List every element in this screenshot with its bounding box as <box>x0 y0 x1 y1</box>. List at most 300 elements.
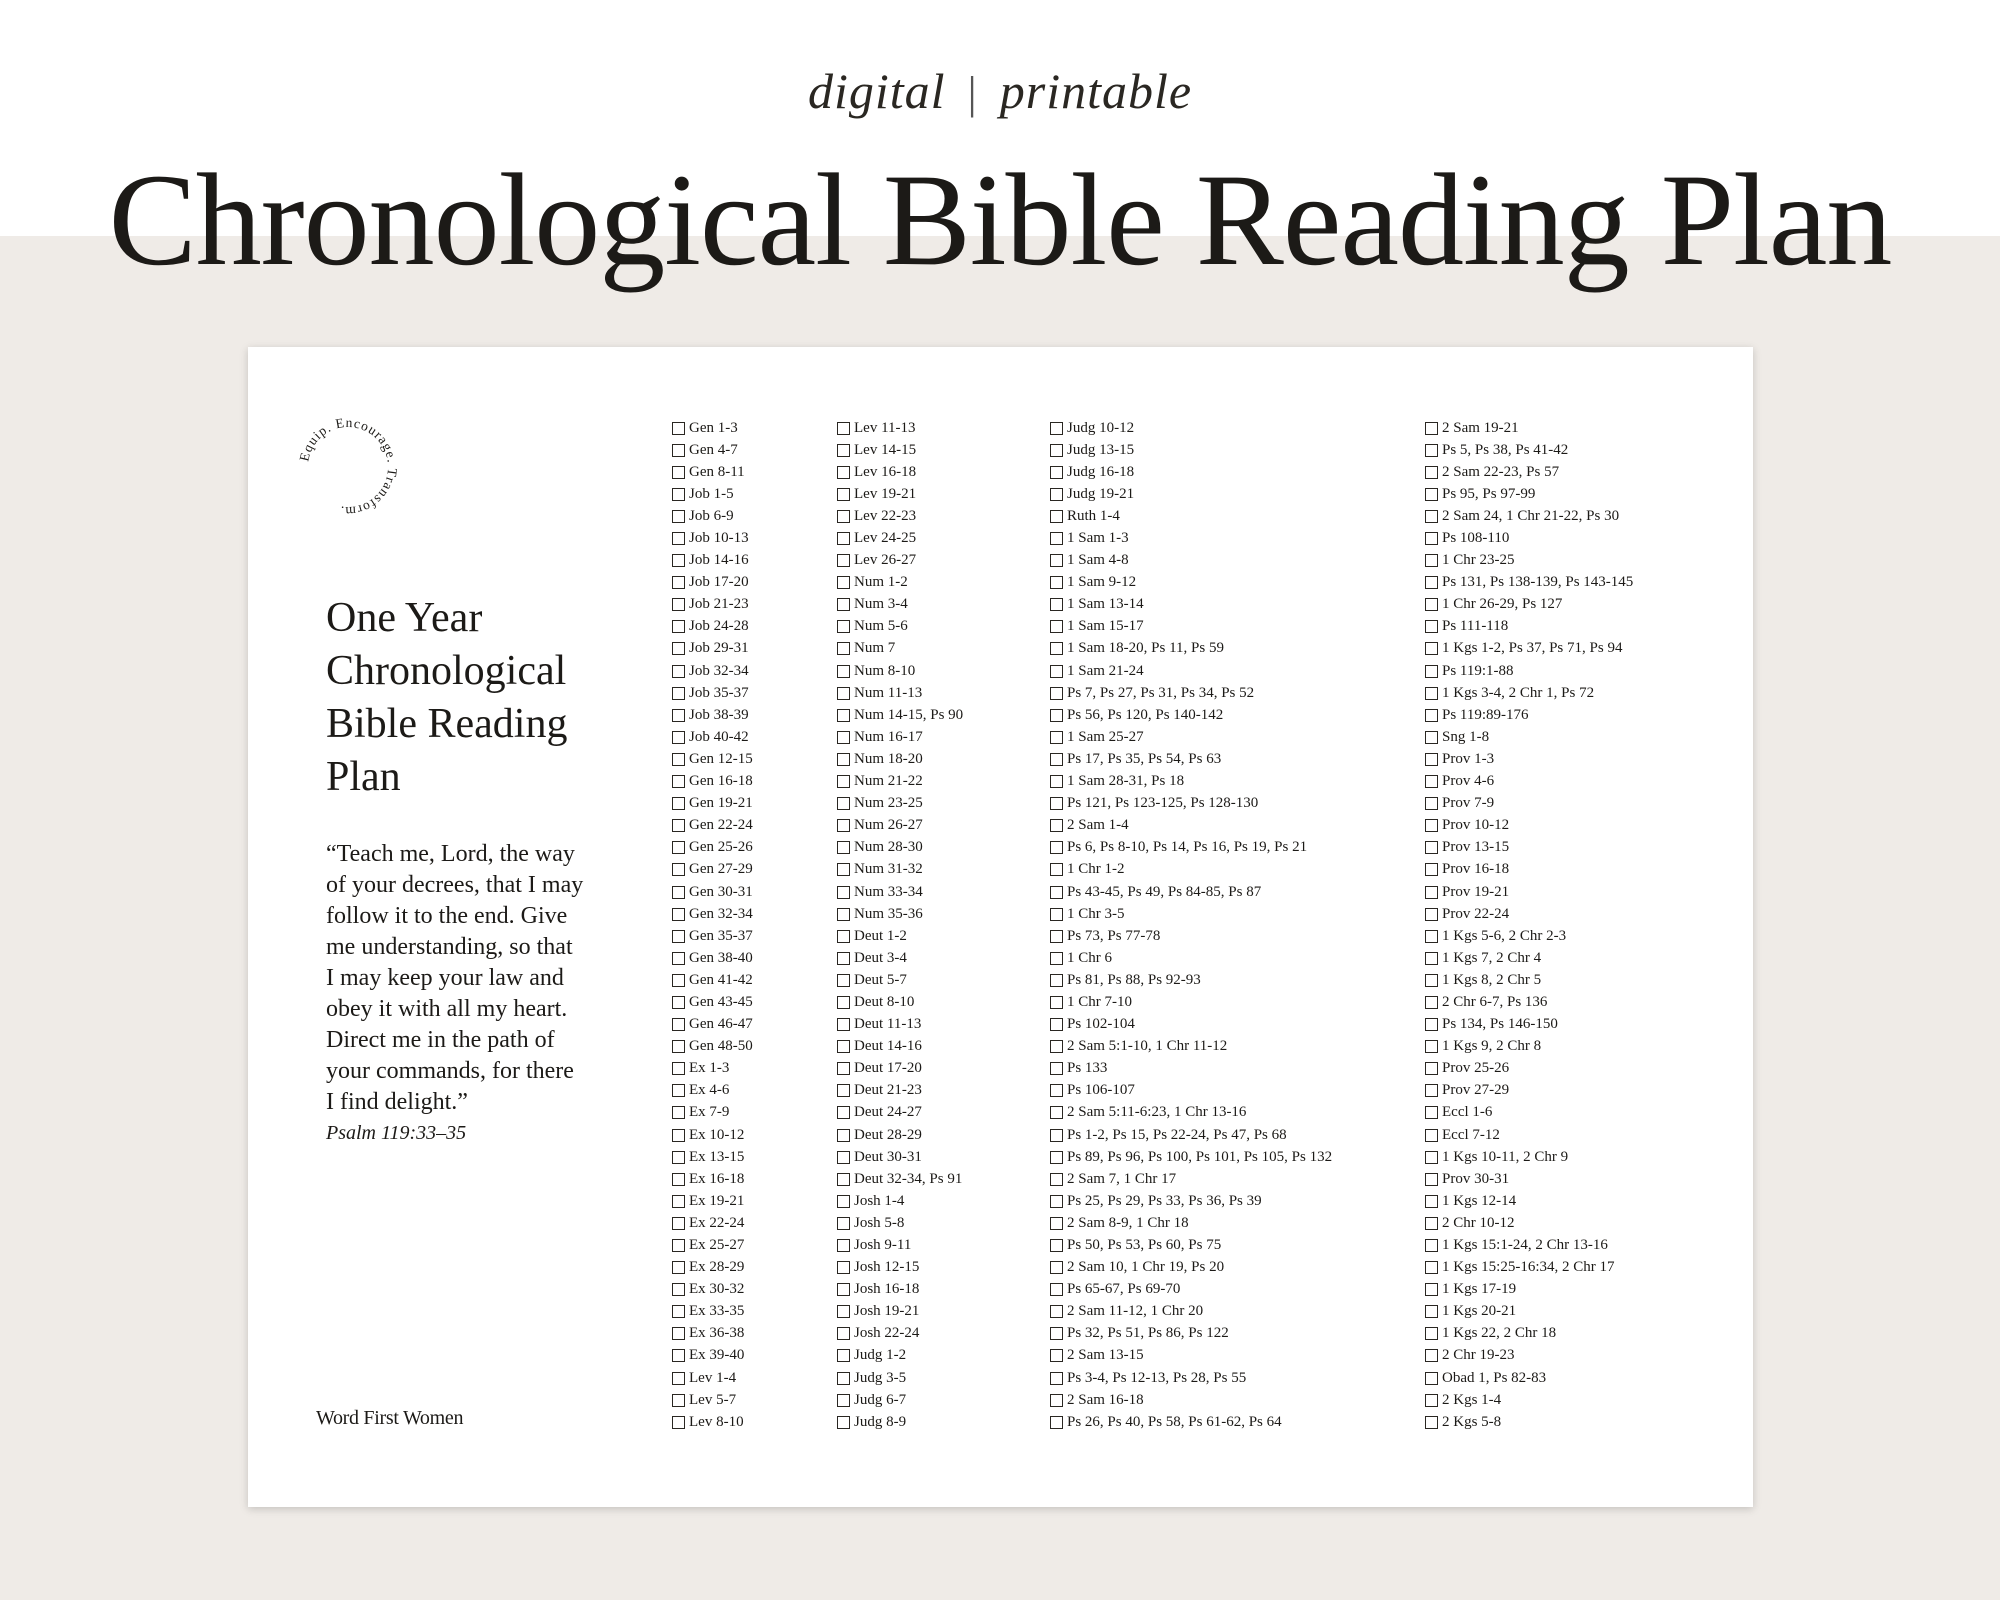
checkbox[interactable] <box>1425 841 1438 854</box>
checkbox[interactable] <box>672 863 685 876</box>
reading-item[interactable] <box>1050 837 1332 859</box>
reading-item[interactable] <box>1050 1389 1332 1411</box>
reading-item[interactable] <box>837 991 963 1013</box>
reading-item[interactable] <box>1050 527 1332 549</box>
checkbox[interactable] <box>672 974 685 987</box>
reading-item[interactable] <box>837 1058 963 1080</box>
reading-item[interactable] <box>837 815 963 837</box>
reading-item[interactable] <box>1425 572 1633 594</box>
reading-item[interactable] <box>837 726 963 748</box>
checkbox[interactable] <box>837 863 850 876</box>
checkbox[interactable] <box>837 886 850 899</box>
checkbox[interactable] <box>672 1305 685 1318</box>
checkbox[interactable] <box>1425 1173 1438 1186</box>
checkbox[interactable] <box>837 1394 850 1407</box>
checkbox[interactable] <box>1050 886 1063 899</box>
checkbox[interactable] <box>1425 1084 1438 1097</box>
checkbox[interactable] <box>1050 1173 1063 1186</box>
reading-item[interactable] <box>1050 1234 1332 1256</box>
checkbox[interactable] <box>672 731 685 744</box>
reading-item[interactable] <box>1050 461 1332 483</box>
reading-item[interactable] <box>672 793 753 815</box>
checkbox[interactable] <box>1050 996 1063 1009</box>
reading-item[interactable] <box>672 527 753 549</box>
reading-item[interactable] <box>1425 726 1633 748</box>
checkbox[interactable] <box>1425 753 1438 766</box>
checkbox[interactable] <box>837 466 850 479</box>
checkbox[interactable] <box>672 532 685 545</box>
checkbox[interactable] <box>837 1018 850 1031</box>
checkbox[interactable] <box>837 930 850 943</box>
reading-item[interactable] <box>1425 594 1633 616</box>
checkbox[interactable] <box>1050 974 1063 987</box>
reading-item[interactable] <box>1425 881 1633 903</box>
checkbox[interactable] <box>837 1129 850 1142</box>
checkbox[interactable] <box>837 731 850 744</box>
reading-item[interactable] <box>837 1190 963 1212</box>
checkbox[interactable] <box>1425 1349 1438 1362</box>
reading-item[interactable] <box>1050 969 1332 991</box>
checkbox[interactable] <box>672 1195 685 1208</box>
checkbox[interactable] <box>1050 1261 1063 1274</box>
checkbox[interactable] <box>1425 886 1438 899</box>
checkbox[interactable] <box>1425 598 1438 611</box>
checkbox[interactable] <box>1050 1283 1063 1296</box>
checkbox[interactable] <box>837 753 850 766</box>
checkbox[interactable] <box>672 1062 685 1075</box>
reading-item[interactable] <box>837 660 963 682</box>
reading-item[interactable] <box>672 660 753 682</box>
checkbox[interactable] <box>837 1305 850 1318</box>
checkbox[interactable] <box>672 1217 685 1230</box>
reading-item[interactable] <box>1425 638 1633 660</box>
reading-item[interactable] <box>1050 1168 1332 1190</box>
reading-item[interactable] <box>1425 815 1633 837</box>
checkbox[interactable] <box>837 488 850 501</box>
reading-item[interactable] <box>672 837 753 859</box>
checkbox[interactable] <box>1425 532 1438 545</box>
reading-item[interactable] <box>1425 1190 1633 1212</box>
checkbox[interactable] <box>1050 1349 1063 1362</box>
reading-item[interactable] <box>837 616 963 638</box>
checkbox[interactable] <box>837 1195 850 1208</box>
checkbox[interactable] <box>1425 1129 1438 1142</box>
reading-item[interactable] <box>1425 616 1633 638</box>
reading-item[interactable] <box>672 1080 753 1102</box>
checkbox[interactable] <box>672 620 685 633</box>
reading-item[interactable] <box>672 638 753 660</box>
checkbox[interactable] <box>1050 1416 1063 1429</box>
checkbox[interactable] <box>1425 863 1438 876</box>
reading-item[interactable] <box>1050 1102 1332 1124</box>
reading-item[interactable] <box>837 1234 963 1256</box>
checkbox[interactable] <box>1425 422 1438 435</box>
reading-item[interactable] <box>1050 1257 1332 1279</box>
reading-item[interactable] <box>837 527 963 549</box>
reading-item[interactable] <box>1050 1014 1332 1036</box>
checkbox[interactable] <box>672 930 685 943</box>
checkbox[interactable] <box>672 797 685 810</box>
checkbox[interactable] <box>837 1239 850 1252</box>
checkbox[interactable] <box>1425 488 1438 501</box>
checkbox[interactable] <box>837 775 850 788</box>
reading-item[interactable] <box>837 1036 963 1058</box>
checkbox[interactable] <box>837 1062 850 1075</box>
checkbox[interactable] <box>1425 687 1438 700</box>
reading-item[interactable] <box>1050 991 1332 1013</box>
reading-item[interactable] <box>837 1345 963 1367</box>
reading-item[interactable] <box>672 859 753 881</box>
checkbox[interactable] <box>672 1084 685 1097</box>
checkbox[interactable] <box>837 1349 850 1362</box>
reading-item[interactable] <box>1425 837 1633 859</box>
reading-item[interactable] <box>672 550 753 572</box>
reading-item[interactable] <box>837 947 963 969</box>
checkbox[interactable] <box>1050 1062 1063 1075</box>
reading-item[interactable] <box>672 616 753 638</box>
reading-item[interactable] <box>1425 1102 1633 1124</box>
reading-item[interactable] <box>837 771 963 793</box>
checkbox[interactable] <box>1050 1239 1063 1252</box>
checkbox[interactable] <box>672 952 685 965</box>
checkbox[interactable] <box>1050 422 1063 435</box>
checkbox[interactable] <box>837 797 850 810</box>
reading-item[interactable] <box>1050 1146 1332 1168</box>
reading-item[interactable] <box>837 439 963 461</box>
checkbox[interactable] <box>672 775 685 788</box>
checkbox[interactable] <box>672 819 685 832</box>
checkbox[interactable] <box>1425 510 1438 523</box>
checkbox[interactable] <box>1425 996 1438 1009</box>
checkbox[interactable] <box>1050 841 1063 854</box>
checkbox[interactable] <box>837 532 850 545</box>
reading-item[interactable] <box>1050 1124 1332 1146</box>
reading-item[interactable] <box>1425 969 1633 991</box>
checkbox[interactable] <box>1425 1261 1438 1274</box>
checkbox[interactable] <box>837 1151 850 1164</box>
checkbox[interactable] <box>672 1327 685 1340</box>
reading-item[interactable] <box>672 1301 753 1323</box>
checkbox[interactable] <box>1425 1372 1438 1385</box>
checkbox[interactable] <box>1050 665 1063 678</box>
reading-item[interactable] <box>1425 1389 1633 1411</box>
reading-item[interactable] <box>837 1323 963 1345</box>
reading-item[interactable] <box>1050 1411 1332 1433</box>
reading-item[interactable] <box>1050 704 1332 726</box>
reading-item[interactable] <box>837 1301 963 1323</box>
checkbox[interactable] <box>1425 1151 1438 1164</box>
checkbox[interactable] <box>1050 598 1063 611</box>
reading-item[interactable] <box>837 859 963 881</box>
reading-item[interactable] <box>1425 903 1633 925</box>
reading-item[interactable] <box>672 771 753 793</box>
checkbox[interactable] <box>672 422 685 435</box>
reading-item[interactable] <box>1425 417 1633 439</box>
checkbox[interactable] <box>837 1416 850 1429</box>
checkbox[interactable] <box>1425 819 1438 832</box>
reading-item[interactable] <box>1050 572 1332 594</box>
checkbox[interactable] <box>837 665 850 678</box>
reading-item[interactable] <box>1050 947 1332 969</box>
reading-item[interactable] <box>1425 1345 1633 1367</box>
reading-item[interactable] <box>672 947 753 969</box>
reading-item[interactable] <box>1050 1345 1332 1367</box>
reading-item[interactable] <box>1425 1411 1633 1433</box>
checkbox[interactable] <box>672 1018 685 1031</box>
checkbox[interactable] <box>1425 952 1438 965</box>
reading-item[interactable] <box>837 638 963 660</box>
reading-item[interactable] <box>1425 527 1633 549</box>
checkbox[interactable] <box>1050 687 1063 700</box>
reading-item[interactable] <box>1050 1058 1332 1080</box>
reading-item[interactable] <box>1050 1279 1332 1301</box>
reading-item[interactable] <box>672 1014 753 1036</box>
checkbox[interactable] <box>1425 1394 1438 1407</box>
reading-item[interactable] <box>837 1212 963 1234</box>
checkbox[interactable] <box>1425 709 1438 722</box>
reading-item[interactable] <box>1425 771 1633 793</box>
reading-item[interactable] <box>837 1389 963 1411</box>
checkbox[interactable] <box>672 1416 685 1429</box>
reading-item[interactable] <box>837 505 963 527</box>
reading-item[interactable] <box>837 1411 963 1433</box>
checkbox[interactable] <box>1425 1195 1438 1208</box>
reading-item[interactable] <box>672 881 753 903</box>
checkbox[interactable] <box>672 1173 685 1186</box>
checkbox[interactable] <box>672 709 685 722</box>
reading-item[interactable] <box>1425 682 1633 704</box>
reading-item[interactable] <box>672 1146 753 1168</box>
reading-item[interactable] <box>1425 1257 1633 1279</box>
reading-item[interactable] <box>1425 1014 1633 1036</box>
reading-item[interactable] <box>1425 1367 1633 1389</box>
reading-item[interactable] <box>837 793 963 815</box>
checkbox[interactable] <box>672 996 685 1009</box>
reading-item[interactable] <box>672 925 753 947</box>
checkbox[interactable] <box>1050 510 1063 523</box>
checkbox[interactable] <box>1425 466 1438 479</box>
checkbox[interactable] <box>837 996 850 1009</box>
reading-item[interactable] <box>1050 1080 1332 1102</box>
reading-item[interactable] <box>1050 483 1332 505</box>
reading-item[interactable] <box>672 461 753 483</box>
checkbox[interactable] <box>1050 532 1063 545</box>
checkbox[interactable] <box>837 642 850 655</box>
reading-item[interactable] <box>837 682 963 704</box>
reading-item[interactable] <box>837 704 963 726</box>
checkbox[interactable] <box>1050 620 1063 633</box>
reading-item[interactable] <box>672 1102 753 1124</box>
reading-item[interactable] <box>1050 815 1332 837</box>
checkbox[interactable] <box>1050 576 1063 589</box>
checkbox[interactable] <box>672 1129 685 1142</box>
checkbox[interactable] <box>837 709 850 722</box>
reading-item[interactable] <box>1425 1058 1633 1080</box>
reading-item[interactable] <box>1050 660 1332 682</box>
reading-item[interactable] <box>1050 1301 1332 1323</box>
reading-item[interactable] <box>1425 1080 1633 1102</box>
reading-item[interactable] <box>1050 1367 1332 1389</box>
reading-item[interactable] <box>672 439 753 461</box>
reading-item[interactable] <box>837 1279 963 1301</box>
reading-item[interactable] <box>672 1234 753 1256</box>
checkbox[interactable] <box>1425 908 1438 921</box>
checkbox[interactable] <box>1425 444 1438 457</box>
checkbox[interactable] <box>837 1283 850 1296</box>
checkbox[interactable] <box>837 687 850 700</box>
checkbox[interactable] <box>1050 1151 1063 1164</box>
checkbox[interactable] <box>1425 731 1438 744</box>
reading-item[interactable] <box>1050 925 1332 947</box>
reading-item[interactable] <box>837 1102 963 1124</box>
reading-item[interactable] <box>1425 483 1633 505</box>
checkbox[interactable] <box>837 1261 850 1274</box>
checkbox[interactable] <box>837 620 850 633</box>
checkbox[interactable] <box>1050 1372 1063 1385</box>
reading-item[interactable] <box>1425 1323 1633 1345</box>
checkbox[interactable] <box>837 1106 850 1119</box>
checkbox[interactable] <box>1050 1018 1063 1031</box>
reading-item[interactable] <box>1425 793 1633 815</box>
reading-item[interactable] <box>837 1146 963 1168</box>
reading-item[interactable] <box>672 682 753 704</box>
checkbox[interactable] <box>1050 488 1063 501</box>
reading-item[interactable] <box>1425 947 1633 969</box>
reading-item[interactable] <box>672 594 753 616</box>
reading-item[interactable] <box>672 1279 753 1301</box>
reading-item[interactable] <box>1050 616 1332 638</box>
checkbox[interactable] <box>1425 1040 1438 1053</box>
reading-item[interactable] <box>1050 726 1332 748</box>
checkbox[interactable] <box>837 1217 850 1230</box>
checkbox[interactable] <box>1425 775 1438 788</box>
checkbox[interactable] <box>1050 1305 1063 1318</box>
reading-item[interactable] <box>1425 505 1633 527</box>
reading-item[interactable] <box>1425 1212 1633 1234</box>
checkbox[interactable] <box>837 1327 850 1340</box>
checkbox[interactable] <box>1050 1040 1063 1053</box>
checkbox[interactable] <box>672 598 685 611</box>
checkbox[interactable] <box>1050 819 1063 832</box>
reading-item[interactable] <box>672 726 753 748</box>
reading-item[interactable] <box>1425 660 1633 682</box>
checkbox[interactable] <box>672 1372 685 1385</box>
reading-item[interactable] <box>1425 1301 1633 1323</box>
checkbox[interactable] <box>1425 1327 1438 1340</box>
checkbox[interactable] <box>1050 775 1063 788</box>
checkbox[interactable] <box>837 510 850 523</box>
reading-item[interactable] <box>672 991 753 1013</box>
reading-item[interactable] <box>672 1411 753 1433</box>
reading-item[interactable] <box>837 461 963 483</box>
reading-item[interactable] <box>837 594 963 616</box>
reading-item[interactable] <box>1425 1279 1633 1301</box>
reading-item[interactable] <box>837 969 963 991</box>
checkbox[interactable] <box>672 576 685 589</box>
checkbox[interactable] <box>1425 620 1438 633</box>
reading-item[interactable] <box>837 1124 963 1146</box>
checkbox[interactable] <box>1425 1416 1438 1429</box>
reading-item[interactable] <box>1425 461 1633 483</box>
reading-item[interactable] <box>1050 881 1332 903</box>
checkbox[interactable] <box>1050 1217 1063 1230</box>
checkbox[interactable] <box>1425 974 1438 987</box>
reading-item[interactable] <box>672 1124 753 1146</box>
reading-item[interactable] <box>672 969 753 991</box>
reading-item[interactable] <box>1050 793 1332 815</box>
checkbox[interactable] <box>1425 576 1438 589</box>
checkbox[interactable] <box>1425 930 1438 943</box>
checkbox[interactable] <box>672 1040 685 1053</box>
checkbox[interactable] <box>672 1261 685 1274</box>
reading-item[interactable] <box>1425 439 1633 461</box>
checkbox[interactable] <box>1425 1018 1438 1031</box>
checkbox[interactable] <box>1425 642 1438 655</box>
reading-item[interactable] <box>672 1058 753 1080</box>
reading-item[interactable] <box>1425 1168 1633 1190</box>
reading-item[interactable] <box>1050 859 1332 881</box>
checkbox[interactable] <box>1425 1217 1438 1230</box>
checkbox[interactable] <box>837 576 850 589</box>
reading-item[interactable] <box>1050 638 1332 660</box>
reading-item[interactable] <box>672 1190 753 1212</box>
checkbox[interactable] <box>1425 1283 1438 1296</box>
checkbox[interactable] <box>1050 1394 1063 1407</box>
checkbox[interactable] <box>837 554 850 567</box>
reading-item[interactable] <box>837 837 963 859</box>
checkbox[interactable] <box>672 687 685 700</box>
checkbox[interactable] <box>1050 753 1063 766</box>
reading-item[interactable] <box>672 704 753 726</box>
reading-item[interactable] <box>837 572 963 594</box>
reading-item[interactable] <box>1050 550 1332 572</box>
reading-item[interactable] <box>672 1367 753 1389</box>
checkbox[interactable] <box>837 841 850 854</box>
checkbox[interactable] <box>837 974 850 987</box>
checkbox[interactable] <box>837 1084 850 1097</box>
reading-item[interactable] <box>672 1389 753 1411</box>
checkbox[interactable] <box>1050 863 1063 876</box>
checkbox[interactable] <box>1425 1305 1438 1318</box>
checkbox[interactable] <box>1050 908 1063 921</box>
reading-item[interactable] <box>672 1345 753 1367</box>
checkbox[interactable] <box>1050 797 1063 810</box>
checkbox[interactable] <box>1050 444 1063 457</box>
reading-item[interactable] <box>837 1257 963 1279</box>
checkbox[interactable] <box>672 1239 685 1252</box>
checkbox[interactable] <box>672 488 685 501</box>
reading-item[interactable] <box>837 925 963 947</box>
checkbox[interactable] <box>672 1106 685 1119</box>
reading-item[interactable] <box>837 1014 963 1036</box>
checkbox[interactable] <box>672 886 685 899</box>
reading-item[interactable] <box>1050 682 1332 704</box>
checkbox[interactable] <box>672 444 685 457</box>
reading-item[interactable] <box>1050 1323 1332 1345</box>
reading-item[interactable] <box>837 1080 963 1102</box>
reading-item[interactable] <box>837 1168 963 1190</box>
checkbox[interactable] <box>1425 1239 1438 1252</box>
reading-item[interactable] <box>672 1036 753 1058</box>
checkbox[interactable] <box>1050 731 1063 744</box>
reading-item[interactable] <box>1050 748 1332 770</box>
reading-item[interactable] <box>672 815 753 837</box>
checkbox[interactable] <box>672 1394 685 1407</box>
reading-item[interactable] <box>1425 748 1633 770</box>
reading-item[interactable] <box>1050 505 1332 527</box>
reading-item[interactable] <box>837 881 963 903</box>
reading-item[interactable] <box>1050 417 1332 439</box>
